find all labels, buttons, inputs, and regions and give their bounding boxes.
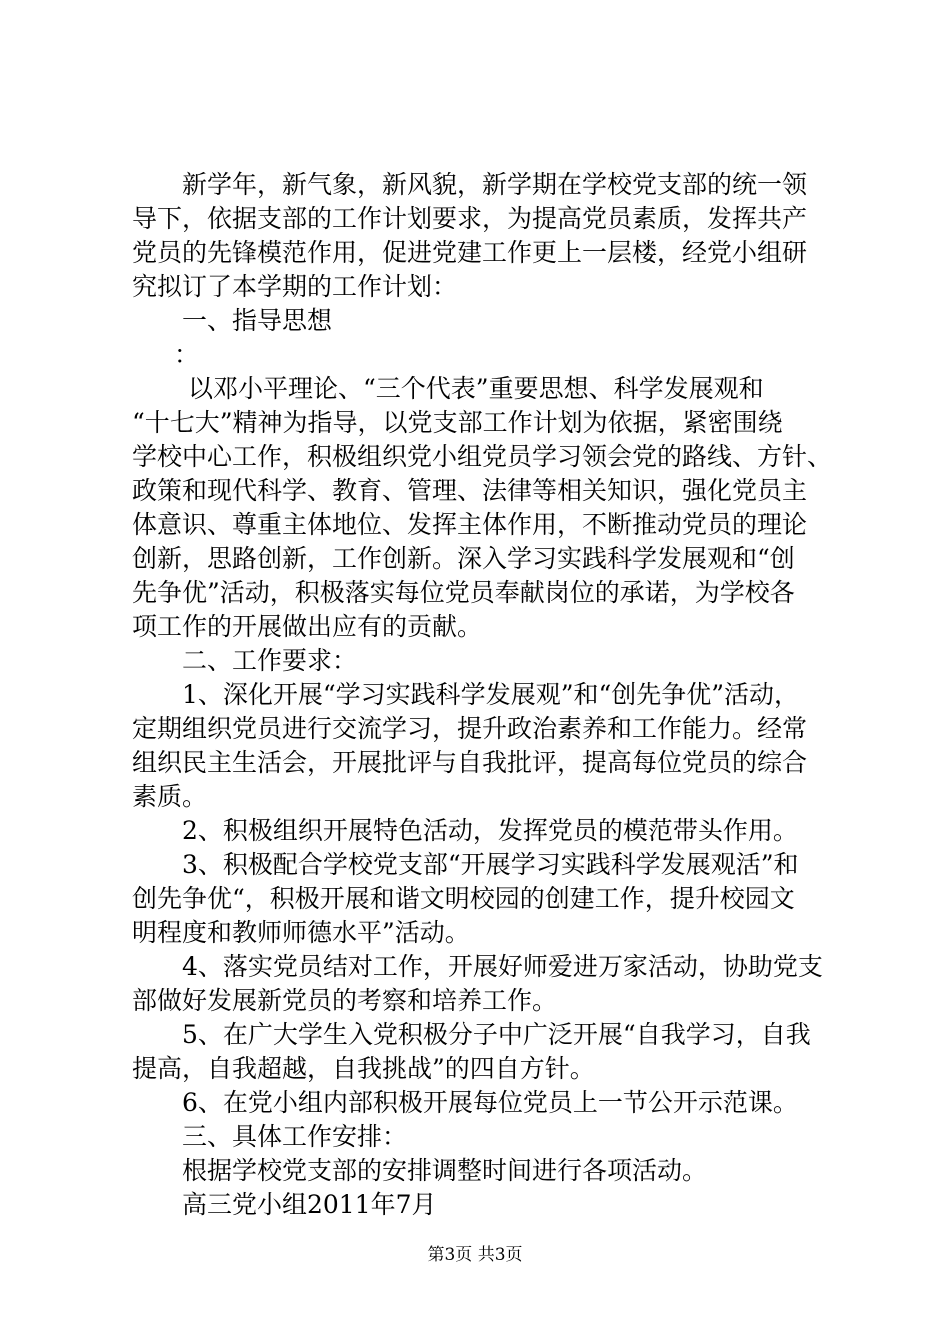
document-line: 一、指导思想 — [182, 306, 333, 335]
document-line: 二、工作要求： — [182, 646, 358, 675]
document-line: 新学年，新气象，新风貌，新学期在学校党支部的统一领 — [182, 170, 808, 199]
document-line: 创先争优“，积极开展和谐文明校园的创建工作，提升校园文 — [132, 884, 795, 913]
document-line: 以邓小平理论、“三个代表”重要思想、科学发展观和 — [188, 374, 764, 403]
document-line: 导下，依据支部的工作计划要求，为提高党员素质，发挥共产 — [132, 204, 808, 233]
document-line: “十七大”精神为指导，以党支部工作计划为依据，紧密围绕 — [132, 408, 783, 437]
document-line: 素质。 — [132, 782, 208, 811]
document-line: 先争优”活动，积极落实每位党员奉献岗位的承诺，为学校各 — [132, 578, 795, 607]
document-line: 创新，思路创新，工作创新。深入学习实践科学发展观和“创 — [132, 544, 795, 573]
document-line: 组织民主生活会，开展批评与自我批评，提高每位党员的综合 — [132, 748, 808, 777]
document-line: 部做好发展新党员的考察和培养工作。 — [132, 986, 558, 1015]
document-line: 项工作的开展做出应有的贡献。 — [132, 612, 483, 641]
document-line: 明程度和教师师德水平”活动。 — [132, 918, 470, 947]
document-line: 政策和现代科学、教育、管理、法律等相关知识，强化党员主 — [132, 476, 808, 505]
document-line: ： — [174, 340, 200, 369]
document-line: 定期组织党员进行交流学习，提升政治素养和工作能力。经常 — [132, 714, 808, 743]
document-line: 6、在党小组内部积极开展每位党员上一节公开示范课。 — [182, 1088, 798, 1117]
document-line: 高三党小组2011年7月 — [182, 1190, 437, 1219]
document-body — [132, 168, 832, 1222]
document-line: 学校中心工作，积极组织党小组党员学习领会党的路线、方针、 — [132, 442, 833, 471]
document-line: 3、积极配合学校党支部“开展学习实践科学发展观活”和 — [182, 850, 799, 879]
document-line: 究拟订了本学期的工作计划： — [132, 272, 458, 301]
document-line: 根据学校党支部的安排调整时间进行各项活动。 — [182, 1156, 708, 1185]
document-line: 1、深化开展“学习实践科学发展观”和“创先争优”活动， — [182, 680, 800, 709]
page-footer: 第3页 共3页 — [427, 1245, 523, 1265]
document-line: 提高，自我超越，自我挑战”的四自方针。 — [132, 1054, 595, 1083]
document-line: 三、具体工作安排： — [182, 1122, 408, 1151]
document-line: 2、积极组织开展特色活动，发挥党员的模范带头作用。 — [182, 816, 798, 845]
document-line: 4、落实党员结对工作，开展好师爱进万家活动，协助党支 — [182, 952, 823, 981]
document-line: 5、在广大学生入党积极分子中广泛开展“自我学习，自我 — [182, 1020, 811, 1049]
document-line: 党员的先锋模范作用，促进党建工作更上一层楼，经党小组研 — [132, 238, 808, 267]
document-line: 体意识、尊重主体地位、发挥主体作用，不断推动党员的理论 — [132, 510, 808, 539]
